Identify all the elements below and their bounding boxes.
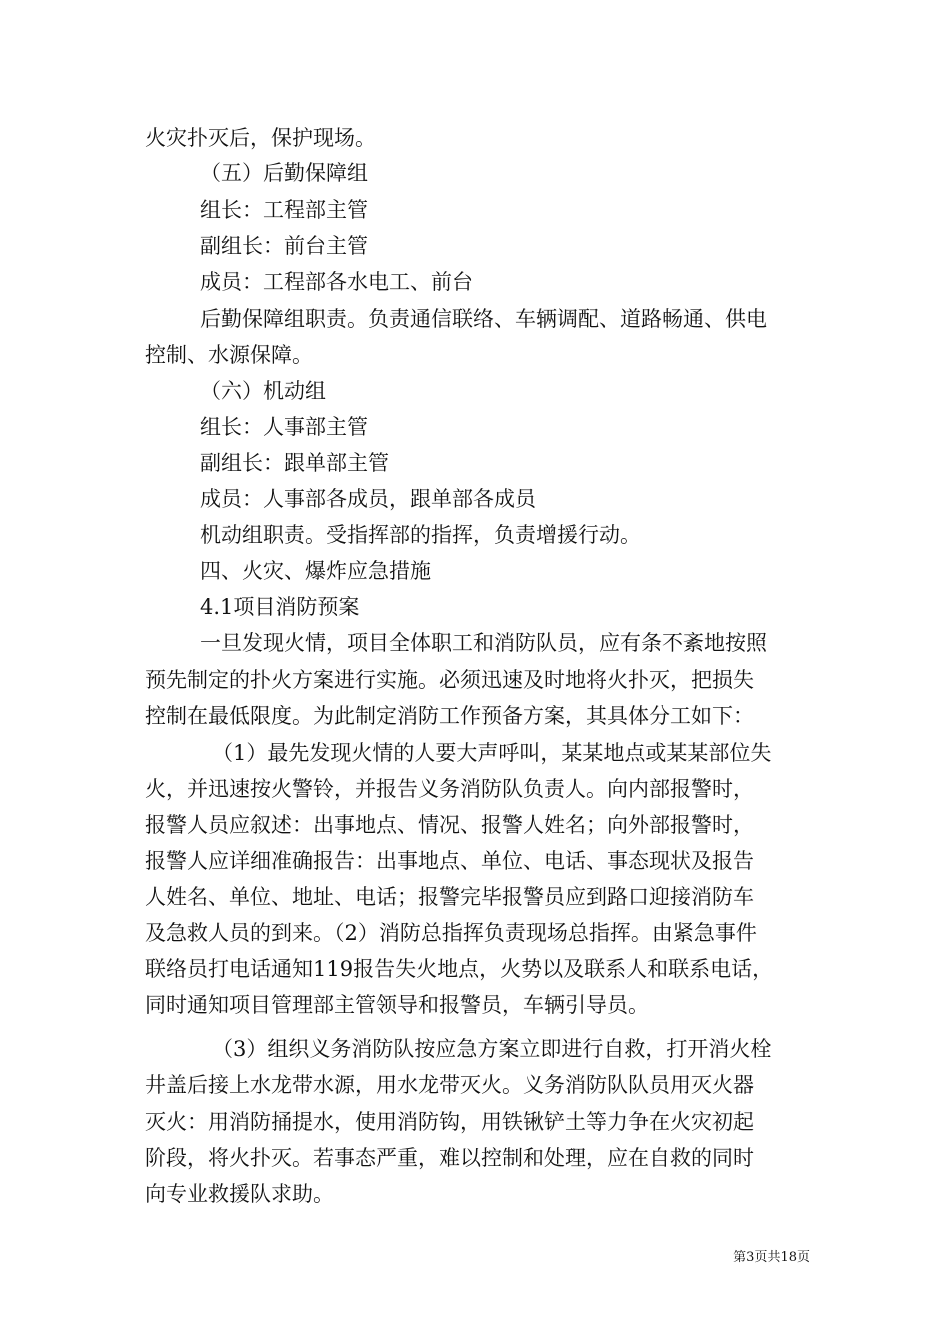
body-line: （3）组织义务消防队按应急方案立即进行自救，打开消火栓	[212, 1037, 772, 1061]
body-line: 成员：人事部各成员，跟单部各成员	[200, 487, 536, 511]
body-line: 向专业救援队求助。	[145, 1182, 334, 1206]
body-line: （1）最先发现火情的人要大声呼叫，某某地点或某某部位失	[212, 741, 772, 765]
section-heading: （五）后勤保障组	[200, 161, 368, 185]
body-line: 联络员打电话通知119报告失火地点，火势以及联系人和联系电话，	[145, 957, 774, 981]
body-line: 控制在最低限度。为此制定消防工作预备方案，其具体分工如下：	[145, 704, 754, 728]
body-line: 灭火：用消防捅提水，使用消防钩，用铁锹铲土等力争在火灾初起	[145, 1110, 754, 1134]
page-number: 第3页共18页	[733, 1250, 810, 1265]
body-line: 及急救人员的到来。（2）消防总指挥负责现场总指挥。由紧急事件	[145, 921, 757, 945]
body-line: 报警人应详细准确报告：出事地点、单位、电话、事态现状及报告	[145, 849, 754, 873]
body-line: 同时通知项目管理部主管领导和报警员，车辆引导员。	[145, 993, 649, 1017]
body-line: 组长：人事部主管	[200, 415, 368, 439]
body-line: 副组长：前台主管	[200, 234, 368, 258]
body-line: 阶段，将火扑灭。若事态严重，难以控制和处理，应在自救的同时	[145, 1146, 754, 1170]
body-line: 后勤保障组职责。负责通信联络、车辆调配、道路畅通、供电	[200, 307, 767, 331]
body-line: 火灾扑灭后，保护现场。	[145, 126, 376, 150]
body-line: 人姓名、单位、地址、电话；报警完毕报警员应到路口迎接消防车	[145, 885, 754, 909]
subsection-heading: 4.1项目消防预案	[200, 595, 360, 619]
section-heading: （六）机动组	[200, 379, 326, 403]
body-line: 火，并迅速按火警铃，并报告义务消防队负责人。向内部报警时，	[145, 777, 754, 801]
body-line: 井盖后接上水龙带水源，用水龙带灭火。义务消防队队员用灭火器	[145, 1073, 754, 1097]
section-heading: 四、火灾、爆炸应急措施	[200, 559, 431, 583]
body-line: 副组长：跟单部主管	[200, 451, 389, 475]
body-line: 成员：工程部各水电工、前台	[200, 270, 473, 294]
body-line: 机动组职责。受指挥部的指挥，负责增援行动。	[200, 523, 641, 547]
body-line: 组长：工程部主管	[200, 198, 368, 222]
body-line: 报警人员应叙述：出事地点、情况、报警人姓名；向外部报警时，	[145, 813, 754, 837]
body-line: 控制、水源保障。	[145, 343, 313, 367]
body-line: 一旦发现火情，项目全体职工和消防队员，应有条不紊地按照	[200, 631, 767, 655]
body-line: 预先制定的扑火方案进行实施。必须迅速及时地将火扑灭，把损失	[145, 668, 754, 692]
